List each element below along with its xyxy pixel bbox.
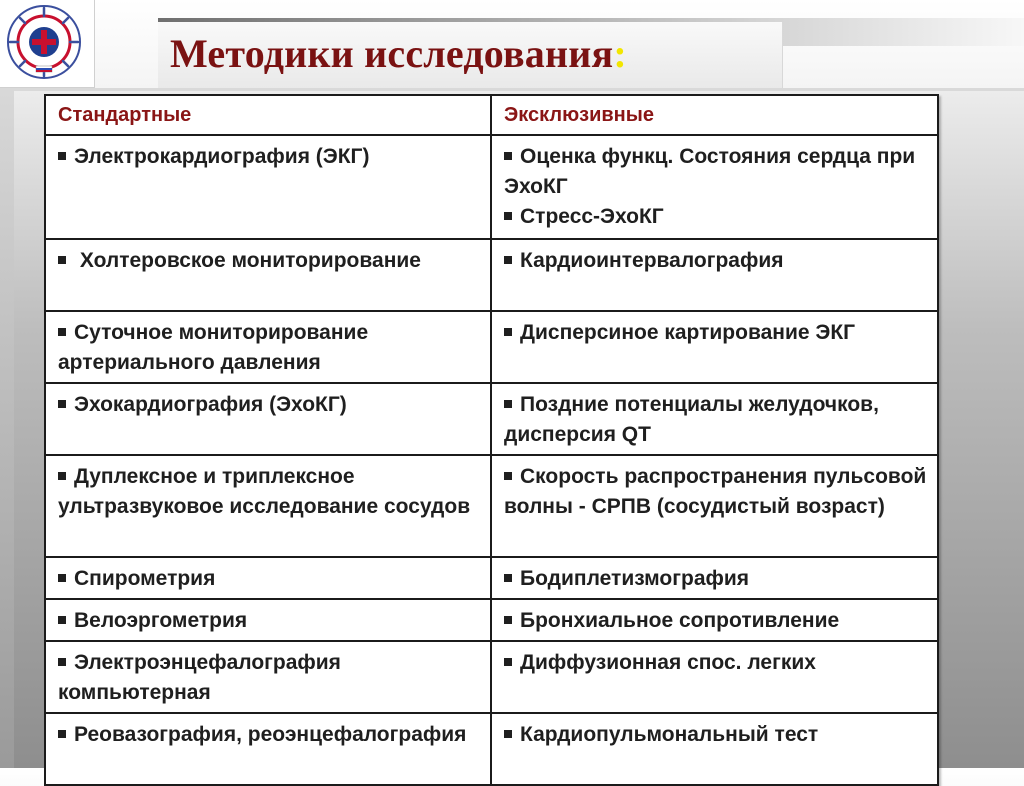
standard-cell	[45, 599, 491, 641]
column-header-exclusive: Эксклюзивные	[491, 95, 938, 135]
standard-cell	[45, 455, 491, 557]
list-item	[58, 564, 480, 594]
bullet-icon	[504, 574, 512, 582]
bullet-icon	[58, 658, 66, 666]
list-item-text: Реовазография, реоэнцефалография	[74, 723, 467, 746]
list-item-text: Поздние потенциалы желудочков, дисперсия QT	[504, 393, 879, 446]
bullet-icon	[504, 472, 512, 480]
exclusive-cell	[491, 599, 938, 641]
bullet-icon	[58, 472, 66, 480]
list-item-text: Кардиопульмональный тест	[520, 723, 819, 746]
page-title	[170, 22, 627, 86]
title-underline	[0, 88, 1024, 91]
methods-table	[44, 94, 939, 786]
list-item	[58, 390, 480, 420]
list-item	[504, 246, 927, 276]
bullet-icon	[504, 256, 512, 264]
list-item-text: Диффузионная спос. легких	[520, 651, 816, 674]
exclusive-cell	[491, 383, 938, 455]
list-item	[504, 564, 927, 594]
table-row	[45, 383, 938, 455]
exclusive-cell	[491, 135, 938, 239]
standard-cell	[45, 383, 491, 455]
standard-cell	[45, 557, 491, 599]
bullet-icon	[504, 152, 512, 160]
list-item	[504, 202, 927, 232]
exclusive-cell	[491, 713, 938, 785]
list-item-text: Холтеровское мониторирование	[74, 249, 421, 272]
list-item-text: Электроэнцефалография компьютерная	[58, 651, 341, 704]
bullet-icon	[504, 328, 512, 336]
list-item-text: Кардиоинтервалография	[520, 249, 784, 272]
bullet-icon	[58, 400, 66, 408]
page-title-colon: :	[613, 31, 627, 76]
list-item	[504, 462, 927, 522]
list-item-text: Спирометрия	[74, 567, 216, 590]
list-item	[58, 318, 480, 378]
list-item-text: Дисперсиное картирование ЭКГ	[520, 321, 856, 344]
agency-logo	[0, 0, 95, 88]
standard-cell	[45, 641, 491, 713]
bullet-icon	[58, 152, 66, 160]
table-row	[45, 311, 938, 383]
bullet-icon	[58, 256, 66, 264]
bullet-icon	[504, 212, 512, 220]
table-header-row	[45, 95, 938, 135]
table-row	[45, 599, 938, 641]
table-row	[45, 239, 938, 311]
bullet-icon	[58, 574, 66, 582]
list-item-text: Велоэргометрия	[74, 609, 248, 632]
list-item	[504, 648, 927, 678]
list-item	[504, 720, 927, 750]
bullet-icon	[504, 616, 512, 624]
bullet-icon	[58, 328, 66, 336]
list-item	[504, 318, 927, 348]
standard-cell	[45, 713, 491, 785]
bullet-icon	[504, 400, 512, 408]
page-title-text: Методики исследования	[170, 31, 614, 76]
table-row	[45, 713, 938, 785]
standard-cell	[45, 135, 491, 239]
list-item	[58, 142, 480, 172]
table-row	[45, 557, 938, 599]
exclusive-cell	[491, 239, 938, 311]
federal-medical-biological-agency-emblem-icon	[0, 0, 94, 87]
list-item-text: Суточное мониторирование артериального давления	[58, 321, 369, 374]
bullet-icon	[58, 730, 66, 738]
exclusive-cell	[491, 557, 938, 599]
table-row	[45, 455, 938, 557]
list-item	[58, 462, 480, 522]
list-item-text: Бодиплетизмография	[520, 567, 750, 590]
exclusive-cell	[491, 311, 938, 383]
list-item	[58, 606, 480, 636]
list-item	[58, 720, 480, 750]
list-item	[504, 142, 927, 202]
list-item-text: Скорость распространения пульсовой волны - СРПВ (сосудистый возраст)	[504, 465, 927, 518]
list-item	[58, 648, 480, 708]
list-item-text: Эхокардиография (ЭхоКГ)	[74, 393, 347, 416]
list-item-text: Бронхиальное сопротивление	[520, 609, 840, 632]
list-item	[504, 606, 927, 636]
left-decor-stripe	[0, 90, 14, 768]
standard-cell	[45, 311, 491, 383]
bullet-icon	[58, 616, 66, 624]
table-row	[45, 135, 938, 239]
list-item	[58, 246, 480, 276]
list-item-text: Стресс-ЭхоКГ	[520, 205, 664, 228]
exclusive-cell	[491, 641, 938, 713]
bullet-icon	[504, 730, 512, 738]
list-item	[504, 390, 927, 450]
column-header-standard: Стандартные	[45, 95, 491, 135]
list-item-text: Оценка функц. Состояния сердца при ЭхоКГ	[504, 145, 916, 198]
standard-cell	[45, 239, 491, 311]
list-item-text: Электрокардиография (ЭКГ)	[74, 145, 370, 168]
exclusive-cell	[491, 455, 938, 557]
bullet-icon	[504, 658, 512, 666]
table-row	[45, 641, 938, 713]
list-item-text: Дуплексное и триплексное ультразвуковое исследование сосудов	[58, 465, 471, 518]
